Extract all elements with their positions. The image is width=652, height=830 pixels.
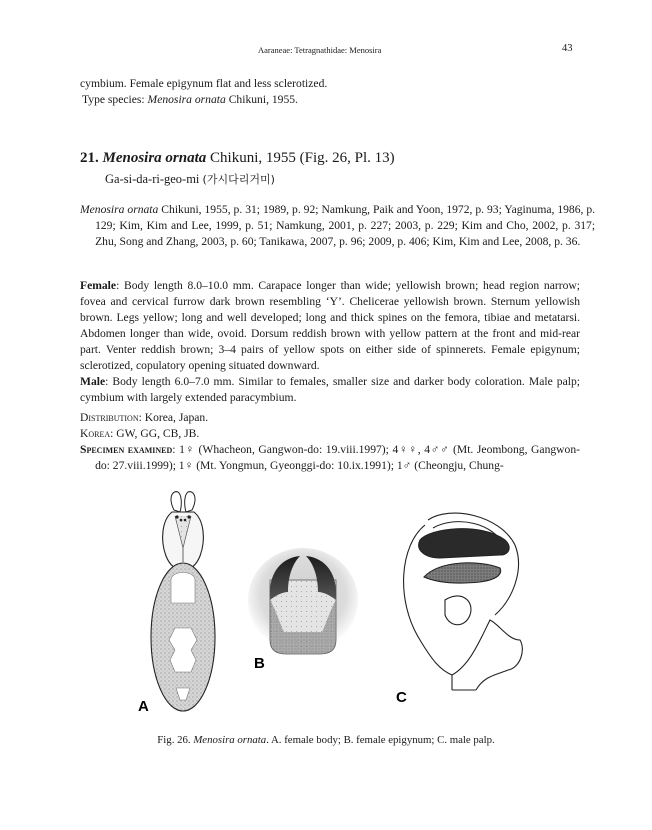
figure-a-female-body bbox=[151, 492, 215, 711]
intro-line: cymbium. Female epigynum flat and less sclerotized. bbox=[80, 77, 328, 90]
distribution-text: : Korea, Japan. bbox=[138, 411, 209, 424]
label-b: B bbox=[254, 655, 265, 672]
male-label: Male bbox=[80, 375, 106, 388]
female-label: Female bbox=[80, 279, 117, 292]
caption-text: . A. female body; B. female epigynum; C. male palp. bbox=[266, 734, 495, 746]
korean-name: (가시다리거미) bbox=[202, 173, 275, 186]
species-name: Menosira ornata bbox=[102, 150, 207, 166]
figure-caption bbox=[0, 734, 652, 746]
ref-species-name: Menosira ornata bbox=[80, 203, 159, 216]
caption-prefix: Fig. 26. bbox=[157, 734, 191, 746]
korea-text: : GW, GG, CB, JB. bbox=[110, 427, 200, 440]
label-a: A bbox=[138, 698, 149, 715]
figure-c-male-palp bbox=[404, 513, 523, 690]
caption-species: Menosira ornata bbox=[193, 734, 267, 746]
specimen-label: Specimen examined bbox=[80, 443, 173, 456]
type-species-name: Menosira ornata bbox=[147, 93, 226, 106]
label-c: C bbox=[396, 689, 407, 706]
female-text: : Body length 8.0–10.0 mm. Carapace longer than wide; yellowish brown; head region narrow; fovea and cervical furrow dark brown resembling ‘Y’. Chelicerae yellowish brown. Sternum yellowish brown. Legs yellow; long and well developed; long and thick spines on the femora, tibiae and metatarsi. Abdomen longer than wide, ovoid. Dorsum reddish brown with yellow pattern at the front and mid-rear part. Venter reddish brown; 3–4 pairs of yellow spots on either side of spinnerets. Female epigynum; sclerotized, copulatory opening situated downward. bbox=[80, 279, 580, 372]
palp-paracymbium bbox=[452, 620, 522, 690]
male-text: : Body length 6.0–7.0 mm. Similar to females, smaller size and darker body coloration. Male palp; cymbium with largely extended paracymbium. bbox=[80, 375, 580, 404]
chelicera-right bbox=[185, 492, 195, 512]
palp-embolus bbox=[419, 529, 509, 558]
type-species-author: Chikuni, 1955. bbox=[228, 93, 298, 106]
species-author: Chikuni, 1955 bbox=[210, 150, 296, 166]
palp-conductor bbox=[424, 563, 501, 583]
chelicera-left bbox=[171, 492, 181, 512]
figure-b-epigynum bbox=[248, 548, 358, 654]
species-fig-ref: (Fig. 26, Pl. 13) bbox=[299, 150, 395, 166]
ref-text: Chikuni, 1955, p. 31; 1989, p. 92; Namkung, Paik and Yoon, 1972, p. 93; Yaginuma, 1986, p. 129; Kim, Kim and Lee, 1999, p. 51; Namkung, 2001, p. 227; 2003, p. 229; Kim and Cho, 2002, p. 317; Zhu, Song and Zhang, 2003, p. 60; Tanikawa, 2007, p. 96; 2009, p. 406; Kim, Kim and Lee, 2008, p. 36. bbox=[95, 203, 596, 248]
specimen-text: : 1♀ (Whacheon, Gangwon-do: 19.viii.1997); 4♀♀, 4♂♂ (Mt. Jeombong, Gangwon-do: 27.viii.1999); 1♀ (Mt. Yongmun, Gyeonggi-do: 10.ix.1991); 1♂ (Cheongju, Chung- bbox=[95, 443, 580, 472]
distribution-label: Distribution bbox=[80, 411, 139, 424]
korea-label: Korea bbox=[80, 427, 111, 440]
running-title: Aaraneae: Tetragnathidae: Menosira bbox=[258, 45, 382, 55]
abdomen-front-spot bbox=[171, 573, 195, 604]
page-number: 43 bbox=[562, 43, 573, 54]
type-label: Type species: bbox=[82, 93, 145, 106]
korean-romanized: Ga-si-da-ri-geo-mi bbox=[105, 172, 200, 186]
species-number: 21. bbox=[80, 150, 99, 166]
